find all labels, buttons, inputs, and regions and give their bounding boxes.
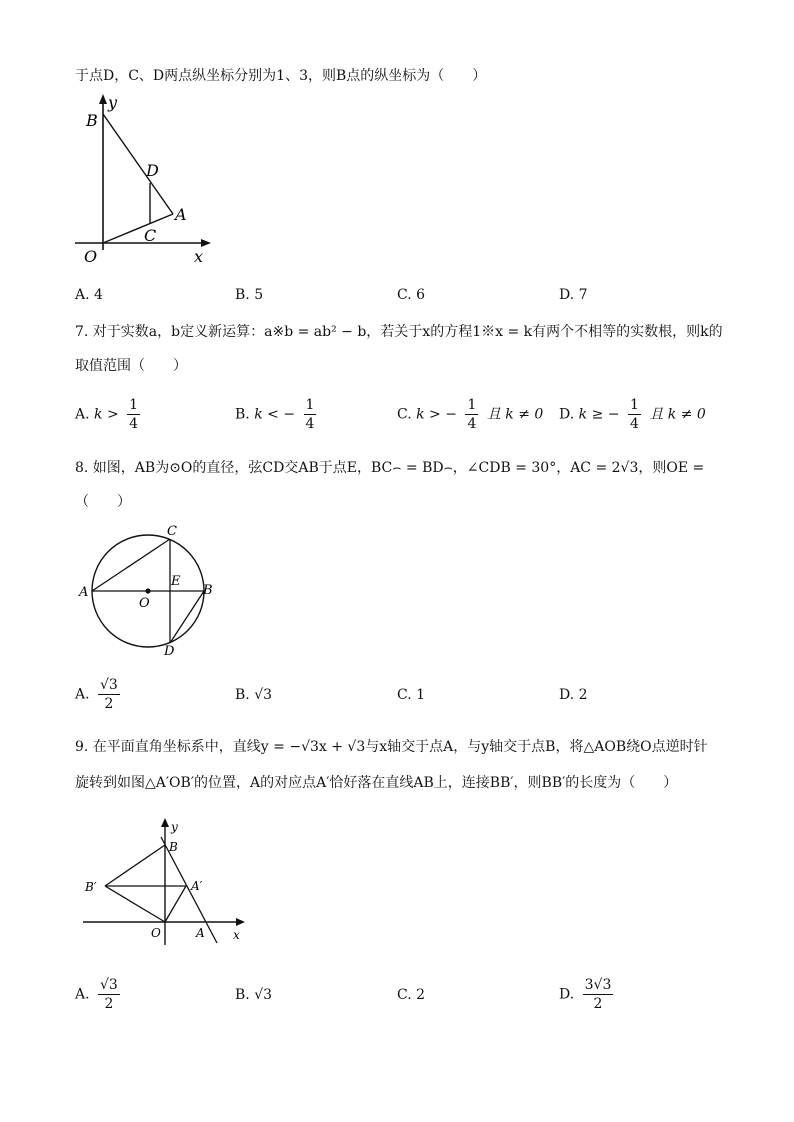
option-fraction	[98, 976, 120, 1013]
q6-label-C: C	[144, 226, 157, 245]
q8-label-E: E	[171, 574, 181, 589]
option-letter: B.	[235, 287, 250, 303]
fraction-denominator: 2	[104, 696, 114, 712]
option-letter: B.	[235, 987, 250, 1003]
fraction-numerator: 1	[629, 397, 639, 413]
option-text: 2	[416, 987, 426, 1003]
q9-label-A-prime: A′	[191, 879, 203, 893]
option-letter: A.	[75, 287, 90, 303]
q6-label-D: D	[146, 161, 159, 180]
option-fraction	[583, 976, 614, 1013]
q9-option-b	[235, 987, 272, 1003]
q6-option-a	[75, 287, 103, 303]
q8-label-B: B	[203, 583, 213, 598]
fraction-numerator: 1	[305, 397, 315, 413]
q7-option-c	[397, 396, 543, 433]
option-letter: B.	[235, 687, 250, 703]
q6-label-y: y	[108, 93, 118, 112]
q6-label-O: O	[84, 247, 98, 266]
option-text: 6	[416, 287, 426, 303]
option-text: √3	[254, 987, 273, 1003]
option-text: 1	[416, 687, 426, 703]
q6-label-x: x	[194, 247, 204, 266]
option-relation: k >	[94, 406, 119, 423]
option-fraction	[465, 396, 478, 433]
option-condition: 且 k ≠ 0	[486, 406, 544, 423]
q7-option-a	[75, 396, 144, 433]
q8-label-D: D	[164, 644, 175, 659]
q8-option-c	[397, 687, 425, 703]
option-letter: D.	[559, 406, 575, 423]
option-letter: C.	[397, 406, 412, 423]
q8-label-A: A	[79, 585, 89, 600]
fraction-denominator: 2	[104, 996, 114, 1012]
fraction-denominator: 4	[129, 416, 139, 432]
q8-stem-line2: （ ）	[75, 494, 131, 510]
option-fraction	[127, 396, 140, 433]
option-letter: B.	[235, 406, 250, 423]
q8-option-d	[559, 687, 588, 703]
fraction-numerator: 1	[129, 397, 139, 413]
option-text: 5	[254, 287, 264, 303]
q8-stem-line1: 8. 如图，AB为⊙O的直径，弦CD交AB于点E，BC⌢ = BD⌢，∠CDB = 30°，AC = 2√3，则OE =	[75, 460, 705, 476]
q7-option-b	[235, 396, 320, 433]
q9-option-a	[75, 976, 124, 1013]
q7-option-d	[559, 396, 706, 433]
q8-option-a	[75, 676, 124, 713]
q6-option-c	[397, 287, 425, 303]
option-text: 4	[94, 287, 103, 303]
option-letter: C.	[397, 987, 412, 1003]
option-text: 7	[578, 287, 588, 303]
q6-label-B: B	[86, 111, 98, 130]
option-letter: D.	[559, 687, 575, 703]
option-letter: A.	[75, 686, 90, 703]
q6-option-b	[235, 287, 263, 303]
fraction-denominator: 2	[593, 996, 603, 1012]
option-fraction	[628, 396, 641, 433]
option-letter: C.	[397, 287, 412, 303]
option-relation: k < −	[254, 406, 296, 423]
option-relation: k ≥ −	[578, 406, 620, 423]
q9-stem-line1: 9. 在平面直角坐标系中，直线y = −√3x + √3与x轴交于点A，与y轴交于点B，将△AOB绕O点逆时针	[75, 739, 708, 755]
option-letter: D.	[559, 287, 575, 303]
fraction-numerator: √3	[100, 977, 118, 993]
q9-label-O: O	[151, 926, 161, 940]
q8-label-C: C	[167, 524, 177, 539]
q9-stem-line2: 旋转到如图△A′OB′的位置，A的对应点A′恰好落在直线AB上，连接BB′，则BB′的长度为（ ）	[75, 775, 678, 791]
q8-option-b	[235, 687, 272, 703]
option-letter: A.	[75, 406, 90, 423]
q9-label-A: A	[196, 926, 205, 940]
option-text: √3	[254, 687, 273, 703]
option-letter: C.	[397, 687, 412, 703]
fraction-numerator: 1	[467, 397, 477, 413]
q9-label-B: B	[169, 840, 178, 854]
q9-figure	[75, 815, 255, 950]
fraction-denominator: 4	[629, 416, 639, 432]
q6-label-A: A	[175, 205, 187, 224]
q6-figure	[70, 90, 220, 270]
q8-figure	[75, 522, 225, 662]
q9-label-B-prime: B′	[85, 880, 97, 894]
option-relation: k > −	[416, 406, 457, 423]
q9-label-y: y	[171, 820, 178, 834]
q7-stem-line1: 7. 对于实数a，b定义新运算：a※b = ab² − b，若关于x的方程1※x = k有两个不相等的实数根，则k的	[75, 324, 723, 340]
fraction-numerator: √3	[100, 677, 118, 693]
q9-option-c	[397, 987, 425, 1003]
q6-stem: 于点D，C、D两点纵坐标分别为1、3，则B点的纵坐标为（ ）	[75, 68, 487, 84]
option-text: 2	[578, 687, 588, 703]
q8-label-O: O	[139, 596, 150, 611]
q6-option-d	[559, 287, 588, 303]
option-fraction	[98, 676, 120, 713]
option-letter: A.	[75, 986, 90, 1003]
option-condition: 且 k ≠ 0	[649, 406, 706, 423]
option-fraction	[304, 396, 317, 433]
fraction-numerator: 3√3	[584, 977, 612, 993]
option-letter: D.	[559, 986, 575, 1003]
fraction-denominator: 4	[467, 416, 477, 432]
q7-stem-line2: 取值范围（ ）	[75, 358, 187, 374]
fraction-denominator: 4	[305, 416, 315, 432]
q9-option-d	[559, 976, 617, 1013]
q9-label-x: x	[233, 928, 240, 942]
